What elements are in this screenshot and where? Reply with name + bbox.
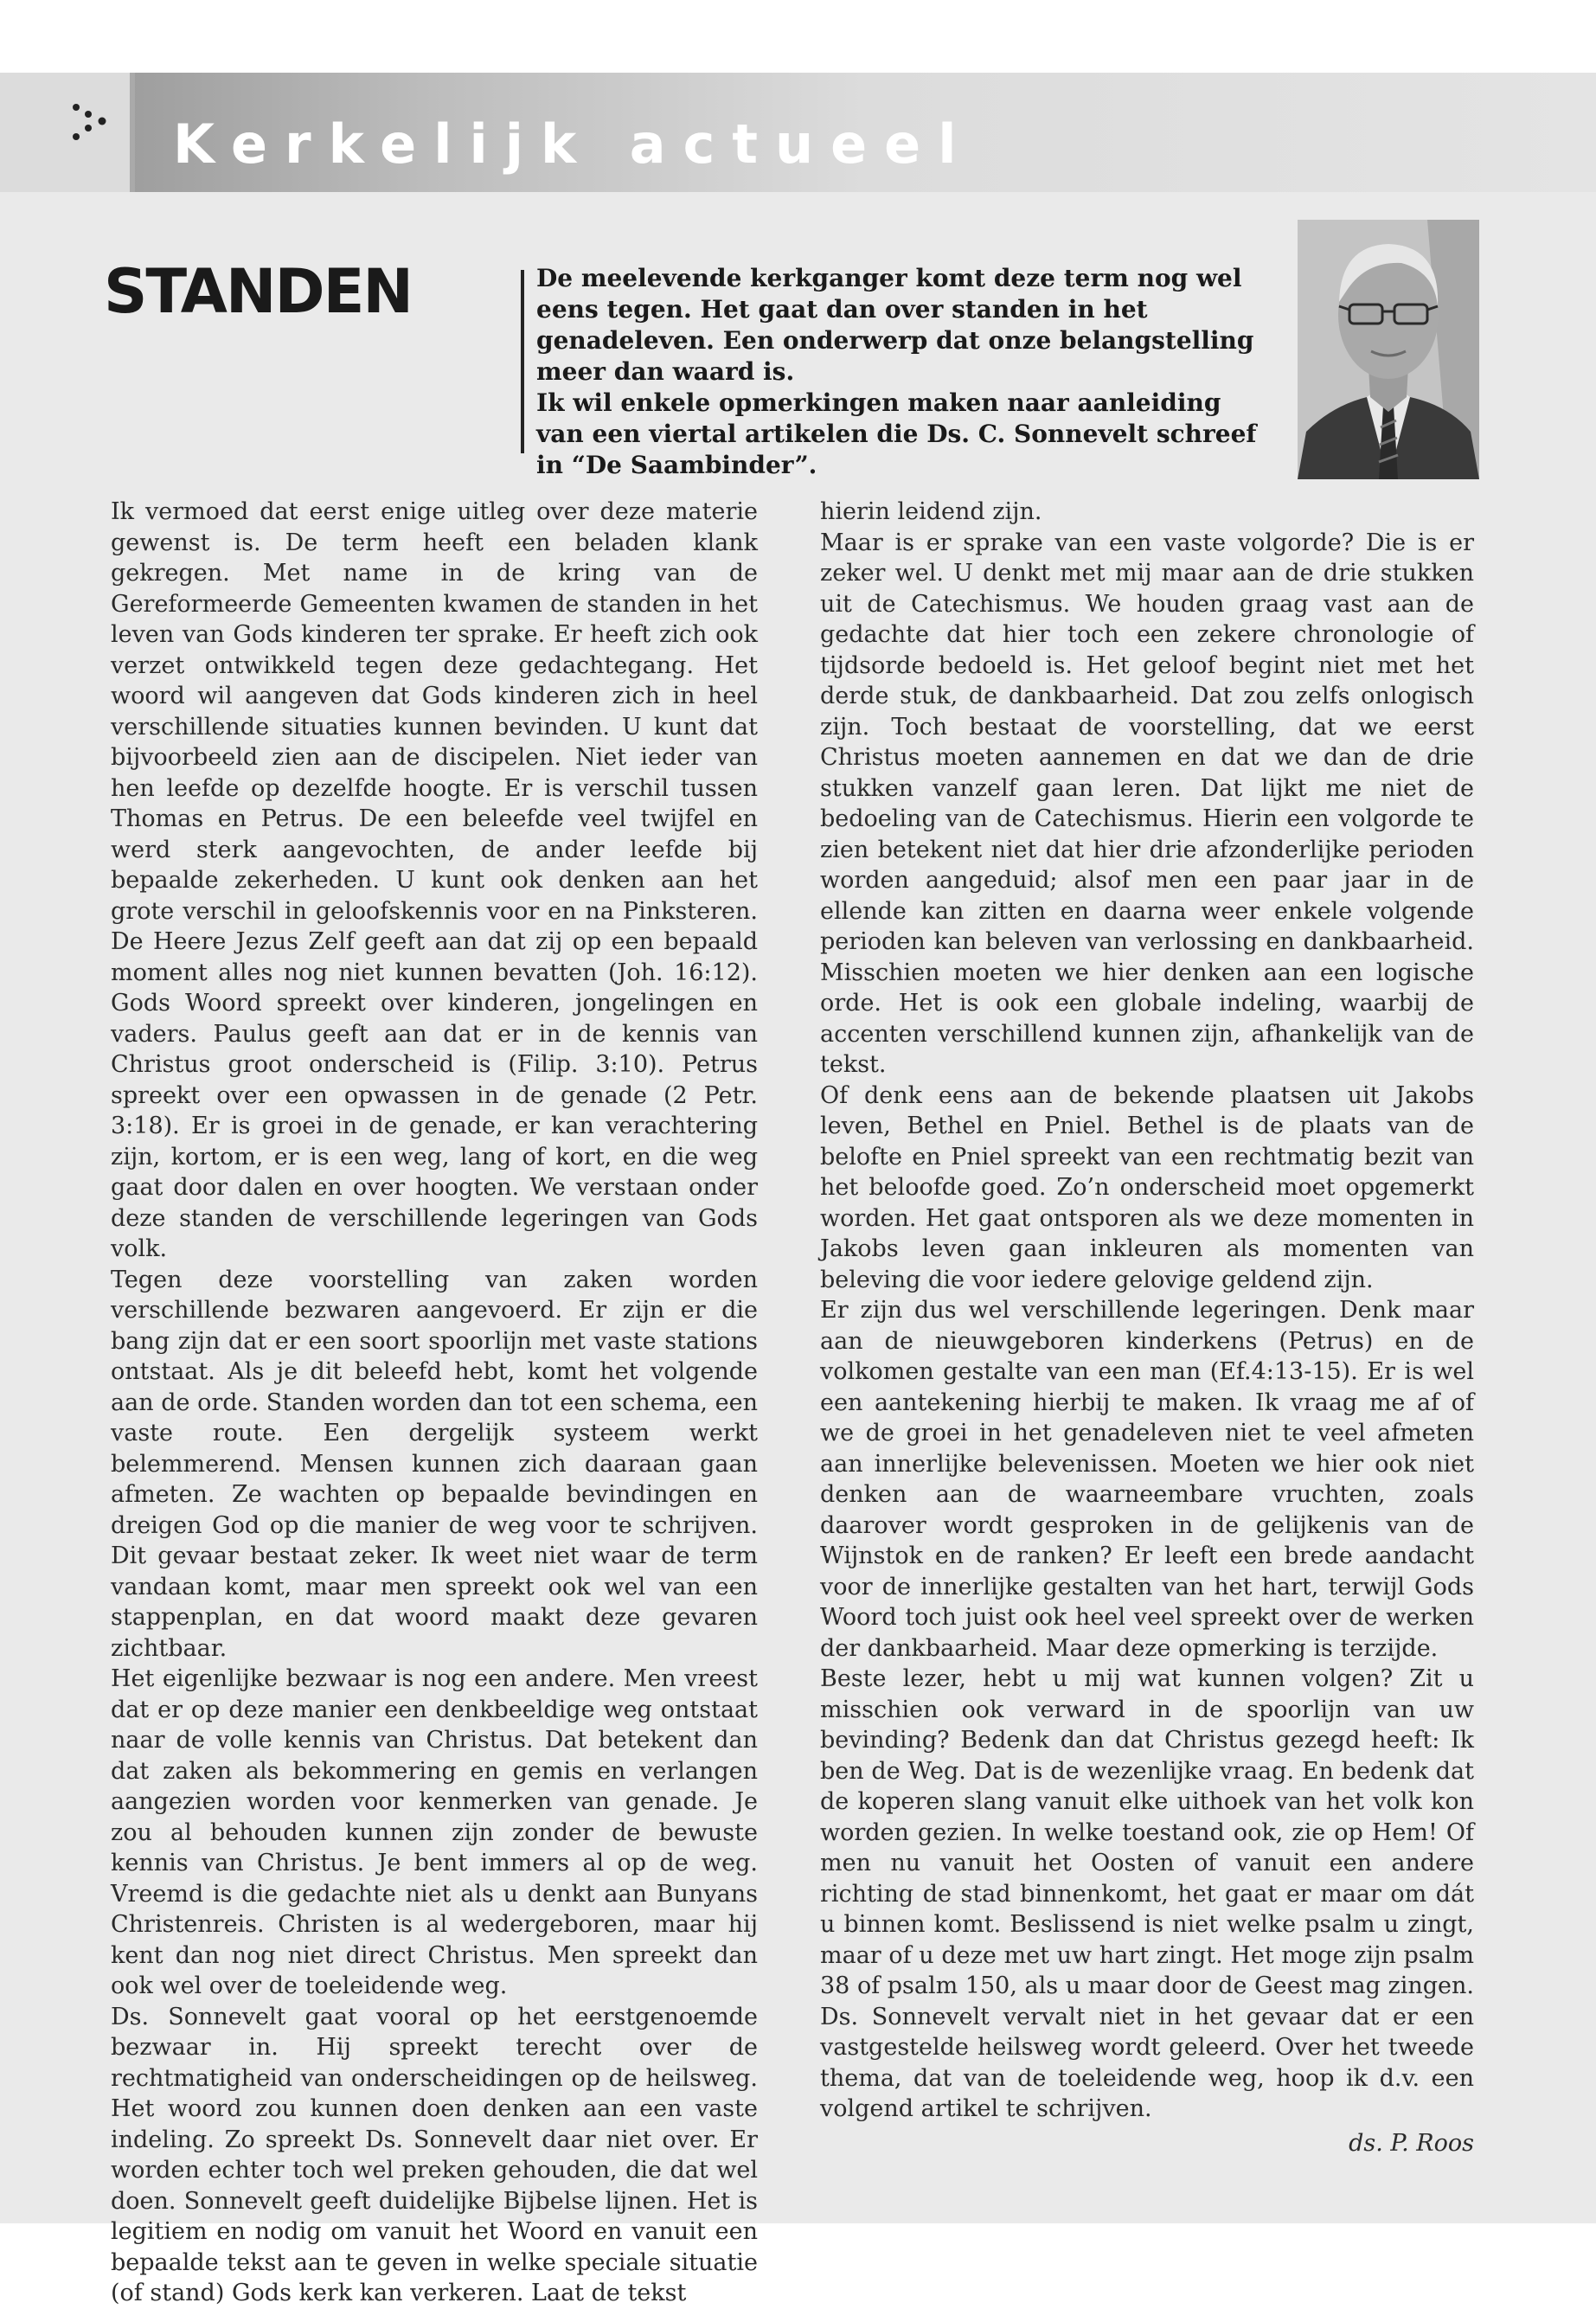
article-paragraph: Of denk eens aan de bekende plaatsen uit Jakobs leven, Bethel en Pniel. Bethel is de plaats van de belofte en Pniel spreekt van een rechtmatig bezit van het beloofde goed. Zo’n onderscheid moet opgemerkt worden. Het gaat ontsporen als we deze momenten in Jakobs leven gaan inkleuren als momenten van beleving die voor iedere gelovige geldend zijn.	[820, 1081, 1474, 1293]
article-title: STANDEN	[104, 256, 412, 327]
article-intro	[536, 263, 1263, 481]
article-paragraph: Ik vermoed dat eerst enige uitleg over deze materie gewenst is. De term heeft een beladen klank gekregen. Met name in de kring van de Gereformeerde Gemeenten kwamen de standen in het leven van Gods kinderen ter sprake. Er heeft zich ook verzet ontwikkeld tegen deze gedachtegang. Het woord wil aangeven dat Gods kinderen zich in heel verschillende situaties kunnen bevinden. U kunt dat bijvoorbeeld zien aan de discipelen. Niet ieder van hen leefde op dezelfde hoogte. Er is verschil tussen Thomas en Petrus. De een beleefde veel twijfel en werd sterk aangevochten, de ander leefde bij bepaalde zekerheden. U kunt ook denken aan het grote verschil in geloofskennis voor en na Pinksteren. De Heere Jezus Zelf geeft aan dat zij op een bepaald moment alles nog niet kunnen bevatten (Joh. 16:12). Gods Woord spreekt over kinderen, jongelingen en vaders. Paulus geeft aan dat er in de kennis van Christus groot onderscheid is (Filip. 3:10). Petrus spreekt over een opwassen in de genade (2 Petr. 3:18). Er is groei in de genade, er kan verachtering zijn, kortom, er is een weg, lang of kort, en die weg gaat door dalen en over hoogten. We verstaan onder deze standen de verschillende legeringen van Gods volk.	[111, 498, 758, 1262]
article-paragraph: Er zijn dus wel verschillende legeringen. Denk maar aan de nieuwgeboren kinderkens (Petrus) en de volkomen gestalte van een man (Ef.4:13-15). Er is wel een aantekening hierbij te maken. Ik vraag me af of we de groei in het genadeleven niet te veel afmeten aan innerlijke belevenissen. Moeten we hier ook niet denken aan de waarneembare vruchten, zoals daarover wordt gesproken in de gelijkenis van de Wijnstok en de ranken? Er leeft een brede aandacht voor de innerlijke gestalten van het hart, terwijl Gods Woord toch juist ook heel veel spreekt over de werken der dankbaarheid. Maar deze opmerking is terzijde.	[820, 1297, 1474, 1662]
intro-paragraph: Ik wil enkele opmerkingen maken naar aanleiding van een viertal artikelen die Ds. C. Sonnevelt schreef in “De Saambinder”.	[536, 388, 1257, 479]
article-paragraph: Maar is er sprake van een vaste volgorde? Die is er zeker wel. U denkt met mij maar aan de drie stukken uit de Catechismus. We houden graag vast aan de gedachte dat hier toch een zekere chronologie of tijdsorde bedoeld is. Het geloof begint niet met het derde stuk, de dankbaarheid. Dat zou zelfs onlogisch zijn. Toch bestaat de voorstelling, dat we eerst Christus moeten aannemen en dat we dan de drie stukken vanzelf gaan leren. Dat lijkt me niet de bedoeling van de Catechismus. Hierin een volgorde te zien betekent niet dat hier drie afzonderlijke perioden worden aangeduid; alsof men een paar jaar in de ellende kan zitten en daarna weer enkele volgende perioden kan beleven van verlossing en dankbaarheid. Misschien moeten we hier denken aan een logische orde. Het is ook een globale indeling, waarbij de accenten verschillend kunnen zijn, afhankelijk van de tekst.	[820, 529, 1474, 1078]
article-paragraph: Ds. Sonnevelt gaat vooral op het eerstgenoemde bezwaar in. Hij spreekt terecht over de rechtmatigheid van onderscheidingen op de heilsweg. Het woord zou kunnen doen denken aan een vaste indeling. Zo spreekt Ds. Sonnevelt daar niet over. Er worden echter toch wel preken gehouden, die dat wel doen. Sonnevelt geeft duidelijke Bijbelse lijnen. Het is legitiem en nodig om vanuit het Woord en vanuit een bepaalde tekst aan te geven in welke speciale situatie (of stand) Gods kerk kan verkeren. Laat de tekst	[111, 2003, 758, 2306]
article-paragraph: Het eigenlijke bezwaar is nog een andere. Men vreest dat er op deze manier een denkbeeldige weg ontstaat naar de volle kennis van Christus. Dat betekent dan dat zaken als bekommering en gemis en verlangen aangezien worden voor kenmerken van genade. Je zou al behouden kunnen zijn zonder de bewuste kennis van Christus. Je bent immers al op de weg. Vreemd is die gedachte niet als u denkt aan Bunyans Christenreis. Christen is al wedergeboren, maar hij kent dan nog niet direct Christus. Men spreekt dan ook wel over de toeleidende weg.	[111, 1665, 758, 1999]
article-right-column	[820, 497, 1474, 2158]
author-portrait	[1298, 220, 1479, 479]
intro-paragraph: De meelevende kerkganger komt deze term nog wel eens tegen. Het gaat dan over standen in het genadeleven. Een onderwerp dat onze belangstelling meer dan waard is.	[536, 264, 1254, 386]
author-signature: ds. P. Roos	[1349, 2129, 1474, 2157]
article-paragraph: Tegen deze voorstelling van zaken worden verschillende bezwaren aangevoerd. Er zijn er die bang zijn dat er een soort spoorlijn met vaste stations ontstaat. Als je dit beleefd hebt, komt het volgende aan de orde. Standen worden dan tot een schema, een vaste route. Een dergelijk systeem werkt belemmerend. Mensen kunnen zich daaraan gaan afmeten. Ze wachten op bepaalde bevindingen en dreigen God op die manier de weg voor te schrijven. Dit gevaar bestaat zeker. Ik weet niet waar de term vandaan komt, maar men spreekt ook wel van een stappenplan, en dat woord maakt deze gevaren zichtbaar.	[111, 1266, 758, 1662]
header-divider	[130, 73, 135, 192]
article-left-column	[111, 497, 758, 2309]
article-paragraph: Ds. Sonnevelt vervalt niet in het gevaar dat er een vastgestelde heilsweg wordt geleerd. Over het tweede thema, dat van de toeleidende weg, hoop ik d.v. een volgend artikel te schrijven.	[820, 2003, 1474, 2122]
dots-icon	[69, 102, 111, 147]
article-paragraph: Beste lezer, hebt u mij wat kunnen volgen? Zit u misschien ook verward in de spoorlijn van uw bevinding? Bedenk dan dat Christus gezegd heeft: Ik ben de Weg. Dat is de wezenlijke vraag. En bedenk dat de koperen slang vanuit elke uithoek van het volk kon worden gezien. In welke toestand ook, zie op Hem! Of men nu vanuit het Oosten of vanuit een andere richting de stad binnenkomt, het gaat er maar om dát u binnen komt. Beslissend is niet welke psalm u zingt, maar of u deze met uw hart zingt. Het moge zijn psalm 38 of psalm 150, als u maar door de Geest mag zingen.	[820, 1665, 1474, 1999]
intro-rule	[521, 270, 524, 453]
article-paragraph: hierin leidend zijn.	[820, 498, 1042, 525]
section-title: Kerkelijk actueel	[173, 112, 974, 176]
